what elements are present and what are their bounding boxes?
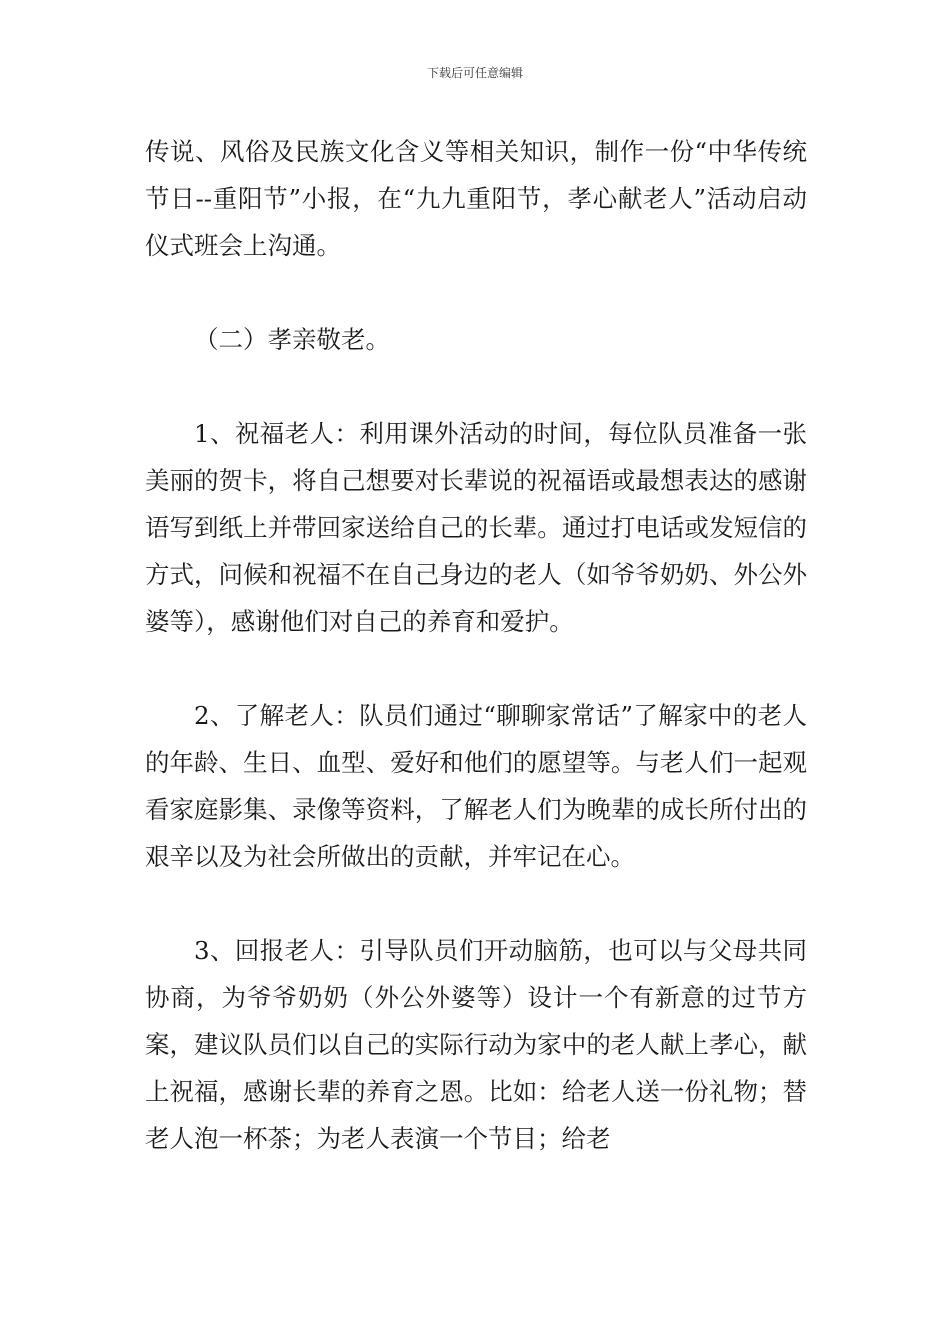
- paragraph-gap: [145, 880, 807, 927]
- list-item-1: 1、祝福老人：利用课外活动的时间，每位队员准备一张美丽的贺卡，将自己想要对长辈说的祝福语或最想表达的感谢语写到纸上并带回家送给自己的长辈。通过打电话或发短信的方式，问候和祝福不在自己身边的老人（如爷爷奶奶、外公外婆等），感谢他们对自己的养育和爱护。: [145, 419, 807, 636]
- document-body: [145, 128, 807, 1162]
- list-item-2: 2、了解老人：队员们通过“聊聊家常话”了解家中的老人的年龄、生日、血型、爱好和他们的愿望等。与老人们一起观看家庭影集、录像等资料，了解老人们为晚辈的成长所付出的艰辛以及为社会所做出的贡献，并牢记在心。: [145, 701, 807, 871]
- section-heading: （二）孝亲敬老。: [194, 325, 390, 354]
- paragraph-gap: [145, 363, 807, 410]
- paragraph-intro: 传说、风俗及民族文化含义等相关知识，制作一份“中华传统节日--重阳节”小报，在“九九重阳节，孝心献老人”活动启动仪式班会上沟通。: [145, 137, 807, 260]
- page-header-note: 下载后可任意编辑: [426, 66, 523, 80]
- paragraph-gap: [145, 645, 807, 692]
- list-item-3: 3、回报老人：引导队员们开动脑筋，也可以与父母共同协商，为爷爷奶奶（外公外婆等）设计一个有新意的过节方案，建议队员们以自己的实际行动为家中的老人献上孝心，献上祝福，感谢长辈的养育之恩。比如：给老人送一份礼物；替老人泡一杯茶；为老人表演一个节目；给老: [145, 936, 807, 1153]
- paragraph-gap: [145, 269, 807, 316]
